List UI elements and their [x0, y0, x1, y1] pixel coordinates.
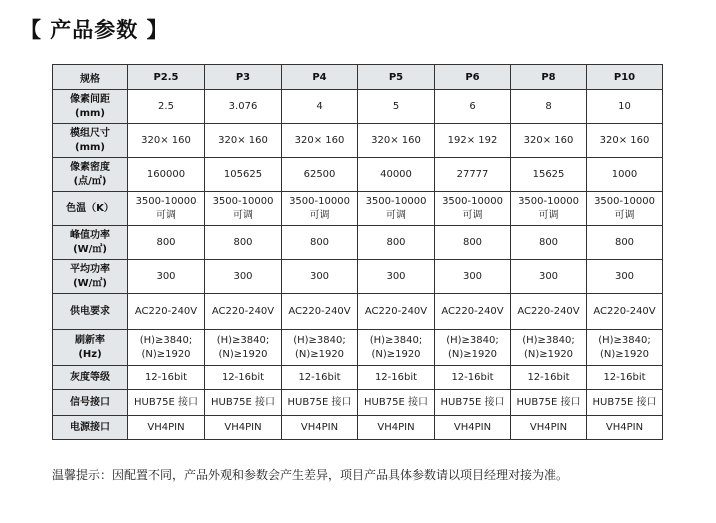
table-cell: [435, 226, 511, 260]
spec-table: [52, 64, 663, 440]
table-cell: [511, 390, 587, 416]
table-cell: [282, 192, 358, 226]
table-cell: [128, 192, 205, 226]
row-label-line: (mm): [75, 107, 105, 119]
cell-value-line: 300: [156, 270, 176, 282]
cell-value-line: 3500-10000: [518, 195, 579, 207]
row-label-line: 像素间距: [70, 93, 110, 105]
table-cell: [358, 192, 435, 226]
cell-value-line: VH4PIN: [377, 421, 415, 433]
cell-value-line: (N)≥1920: [447, 348, 498, 360]
table-cell: [282, 294, 358, 330]
cell-value-line: (H)≥3840;: [446, 334, 499, 346]
cell-value-line: 8: [545, 100, 552, 112]
header-cell-p4: P4: [282, 65, 358, 90]
table-cell: [205, 158, 282, 192]
row-label: [53, 416, 128, 440]
cell-value-line: 160000: [146, 168, 186, 180]
header-cell-p5: P5: [358, 65, 435, 90]
table-cell: [205, 226, 282, 260]
cell-value-line: (N)≥1920: [599, 348, 650, 360]
row-label: [53, 260, 128, 294]
row-label: [53, 366, 128, 390]
cell-value-line: 3500-10000: [442, 195, 503, 207]
table-cell: [435, 260, 511, 294]
cell-value-line: 300: [614, 270, 635, 282]
table-cell: [358, 294, 435, 330]
cell-value-line: 300: [538, 270, 559, 282]
cell-value-line: (N)≥1920: [141, 348, 191, 360]
table-cell: [435, 330, 511, 366]
cell-value-line: VH4PIN: [605, 421, 644, 433]
table-cell: [511, 294, 587, 330]
table-cell: [128, 226, 205, 260]
table-cell: [587, 226, 663, 260]
cell-value-line: 2.5: [158, 100, 174, 112]
cell-value-line: 12-16bit: [221, 371, 265, 383]
row-label-line: 峰值功率: [70, 229, 110, 241]
cell-value-line: 可调: [462, 209, 483, 221]
table-cell: [511, 226, 587, 260]
table-cell: [435, 294, 511, 330]
cell-value-line: (H)≥3840;: [139, 334, 193, 346]
cell-value-line: HUB75E 接口: [440, 396, 505, 408]
cell-value-line: 800: [156, 236, 176, 248]
table-cell: [358, 124, 435, 158]
table-row: [53, 330, 663, 366]
row-label: [53, 90, 128, 124]
table-cell: [511, 192, 587, 226]
header-cell-p3: P3: [205, 65, 282, 90]
cell-value-line: VH4PIN: [529, 421, 568, 433]
table-cell: [205, 124, 282, 158]
table-cell: [511, 330, 587, 366]
row-label-line: 电源接口: [70, 421, 110, 433]
cell-value-line: 12-16bit: [298, 371, 341, 383]
cell-value-line: 12-16bit: [527, 371, 570, 383]
cell-value-line: 可调: [386, 209, 406, 221]
table-cell: [358, 366, 435, 390]
cell-value-line: VH4PIN: [453, 421, 492, 433]
table-row: [53, 260, 663, 294]
table-cell: [511, 124, 587, 158]
cell-value-line: 300: [309, 270, 330, 282]
table-cell: [435, 158, 511, 192]
cell-value-line: (N)≥1920: [294, 348, 345, 360]
table-cell: [282, 158, 358, 192]
cell-value-line: 800: [614, 236, 635, 248]
table-row: [53, 158, 663, 192]
header-cell-p8: P8: [511, 65, 587, 90]
table-cell: [128, 260, 205, 294]
table-cell: [128, 90, 205, 124]
table-cell: [587, 192, 663, 226]
cell-value-line: 3500-10000: [212, 195, 274, 207]
table-cell: [282, 366, 358, 390]
table-row: [53, 366, 663, 390]
table-cell: [205, 366, 282, 390]
table-cell: [358, 260, 435, 294]
table-cell: [511, 158, 587, 192]
table-cell: [128, 124, 205, 158]
cell-value-line: (H)≥3840;: [522, 334, 575, 346]
cell-value-line: AC220-240V: [517, 305, 580, 317]
table-cell: [205, 390, 282, 416]
row-label-line: 模组尺寸: [70, 127, 110, 139]
cell-value-line: 105625: [223, 168, 263, 180]
table-cell: [587, 416, 663, 440]
cell-value-line: 4: [316, 100, 323, 112]
table-cell: [282, 330, 358, 366]
cell-value-line: 62500: [303, 168, 336, 180]
row-label: [53, 192, 128, 226]
footnote: 温馨提示：因配置不同，产品外观和参数会产生差异，项目产品具体参数请以项目经理对接为准。: [52, 468, 569, 482]
table-cell: [358, 226, 435, 260]
cell-value-line: 1000: [611, 168, 638, 180]
row-label-line: 信号接口: [70, 396, 110, 408]
table-cell: [587, 294, 663, 330]
cell-value-line: HUB75E 接口: [287, 396, 352, 408]
row-label: [53, 124, 128, 158]
cell-value-line: AC220-240V: [288, 305, 351, 317]
table-cell: [282, 390, 358, 416]
cell-value-line: 3.076: [228, 100, 258, 112]
table-cell: [282, 226, 358, 260]
header-cell-spec: 规格: [53, 65, 128, 90]
page-title: 【 产品参数 】: [20, 18, 169, 42]
cell-value-line: (N)≥1920: [523, 348, 574, 360]
cell-value-line: 可调: [309, 209, 330, 221]
table-row: [53, 124, 663, 158]
cell-value-line: 3500-10000: [594, 195, 655, 207]
table-cell: [511, 260, 587, 294]
table-cell: [128, 416, 205, 440]
table-row: [53, 390, 663, 416]
cell-value-line: 800: [462, 236, 483, 248]
table-cell: [128, 330, 205, 366]
cell-value-line: VH4PIN: [300, 421, 339, 433]
cell-value-line: (N)≥1920: [371, 348, 421, 360]
table-cell: [128, 294, 205, 330]
table-cell: [205, 330, 282, 366]
cell-value-line: 300: [386, 270, 406, 282]
table-cell: [205, 192, 282, 226]
table-row: [53, 192, 663, 226]
cell-value-line: 3500-10000: [365, 195, 427, 207]
header-cell-p10: P10: [587, 65, 663, 90]
cell-value-line: 6: [469, 100, 476, 112]
table-row: [53, 294, 663, 330]
cell-value-line: 800: [309, 236, 330, 248]
cell-value-line: 40000: [380, 168, 412, 180]
cell-value-line: 12-16bit: [603, 371, 646, 383]
cell-value-line: 可调: [233, 209, 253, 221]
cell-value-line: 192× 192: [447, 134, 498, 146]
table-cell: [282, 90, 358, 124]
cell-value-line: 320× 160: [141, 134, 191, 146]
cell-value-line: (H)≥3840;: [293, 334, 346, 346]
table-cell: [435, 124, 511, 158]
cell-value-line: 27777: [456, 168, 489, 180]
table-cell: [205, 90, 282, 124]
header-cell-p2-5: P2.5: [128, 65, 205, 90]
table-cell: [128, 366, 205, 390]
table-cell: [587, 124, 663, 158]
cell-value-line: 300: [233, 270, 253, 282]
cell-value-line: 10: [618, 100, 631, 112]
row-label-line: (Hz): [78, 348, 102, 360]
cell-value-line: HUB75E 接口: [211, 396, 275, 408]
row-label-line: 刷新率: [75, 334, 105, 346]
cell-value-line: 320× 160: [218, 134, 268, 146]
cell-value-line: 320× 160: [599, 134, 650, 146]
table-cell: [587, 330, 663, 366]
table-cell: [358, 416, 435, 440]
cell-value-line: 3500-10000: [135, 195, 197, 207]
table-cell: [358, 158, 435, 192]
row-label-line: (点/㎡): [73, 175, 107, 187]
cell-value-line: (H)≥3840;: [369, 334, 423, 346]
cell-value-line: AC220-240V: [211, 305, 275, 317]
table-cell: [358, 390, 435, 416]
cell-value-line: 可调: [614, 209, 635, 221]
table-cell: [358, 90, 435, 124]
row-label-line: 像素密度: [70, 161, 110, 173]
row-label: [53, 330, 128, 366]
cell-value-line: VH4PIN: [224, 421, 262, 433]
cell-value-line: AC220-240V: [441, 305, 504, 317]
cell-value-line: (H)≥3840;: [598, 334, 651, 346]
row-label-line: 灰度等级: [70, 371, 110, 383]
cell-value-line: 可调: [156, 209, 176, 221]
cell-value-line: HUB75E 接口: [516, 396, 581, 408]
row-label: [53, 294, 128, 330]
table-cell: [435, 416, 511, 440]
row-label-line: 色温（K）: [66, 202, 114, 214]
table-cell: [435, 192, 511, 226]
table-cell: [128, 158, 205, 192]
table-cell: [128, 390, 205, 416]
cell-value-line: HUB75E 接口: [592, 396, 657, 408]
cell-value-line: HUB75E 接口: [134, 396, 198, 408]
table-cell: [435, 90, 511, 124]
row-label-line: (W/㎡): [73, 277, 107, 289]
table-body: [53, 90, 663, 440]
table-cell: [282, 260, 358, 294]
table-cell: [587, 90, 663, 124]
table-cell: [435, 390, 511, 416]
cell-value-line: 12-16bit: [374, 371, 418, 383]
table-cell: [587, 390, 663, 416]
table-cell: [282, 124, 358, 158]
cell-value-line: 320× 160: [294, 134, 345, 146]
cell-value-line: 800: [538, 236, 559, 248]
cell-value-line: 12-16bit: [144, 371, 188, 383]
row-label: [53, 158, 128, 192]
table-cell: [282, 416, 358, 440]
row-label: [53, 390, 128, 416]
table-cell: [205, 416, 282, 440]
cell-value-line: 15625: [532, 168, 565, 180]
table-cell: [205, 294, 282, 330]
cell-value-line: 可调: [538, 209, 559, 221]
table-row: [53, 416, 663, 440]
cell-value-line: (N)≥1920: [218, 348, 268, 360]
cell-value-line: 300: [462, 270, 483, 282]
table-header-row: [53, 65, 663, 90]
cell-value-line: 800: [386, 236, 406, 248]
cell-value-line: AC220-240V: [364, 305, 428, 317]
table-cell: [587, 260, 663, 294]
table-cell: [511, 90, 587, 124]
row-label-line: (mm): [75, 141, 105, 153]
table-row: [53, 226, 663, 260]
table-cell: [435, 366, 511, 390]
cell-value-line: AC220-240V: [134, 305, 198, 317]
cell-value-line: 800: [233, 236, 253, 248]
row-label-line: 供电要求: [70, 305, 110, 317]
cell-value-line: HUB75E 接口: [364, 396, 428, 408]
row-label-line: 平均功率: [70, 263, 110, 275]
cell-value-line: 5: [392, 100, 400, 112]
table-cell: [205, 260, 282, 294]
cell-value-line: 12-16bit: [451, 371, 494, 383]
row-label-line: (W/㎡): [73, 243, 107, 255]
cell-value-line: VH4PIN: [147, 421, 185, 433]
header-cell-p6: P6: [435, 65, 511, 90]
table-cell: [358, 330, 435, 366]
table-cell: [511, 366, 587, 390]
table-row: [53, 90, 663, 124]
cell-value-line: 320× 160: [523, 134, 574, 146]
table-cell: [587, 366, 663, 390]
row-label: [53, 226, 128, 260]
cell-value-line: 320× 160: [371, 134, 421, 146]
cell-value-line: (H)≥3840;: [216, 334, 270, 346]
cell-value-line: 3500-10000: [289, 195, 350, 207]
table-cell: [511, 416, 587, 440]
table-cell: [587, 158, 663, 192]
cell-value-line: AC220-240V: [593, 305, 656, 317]
